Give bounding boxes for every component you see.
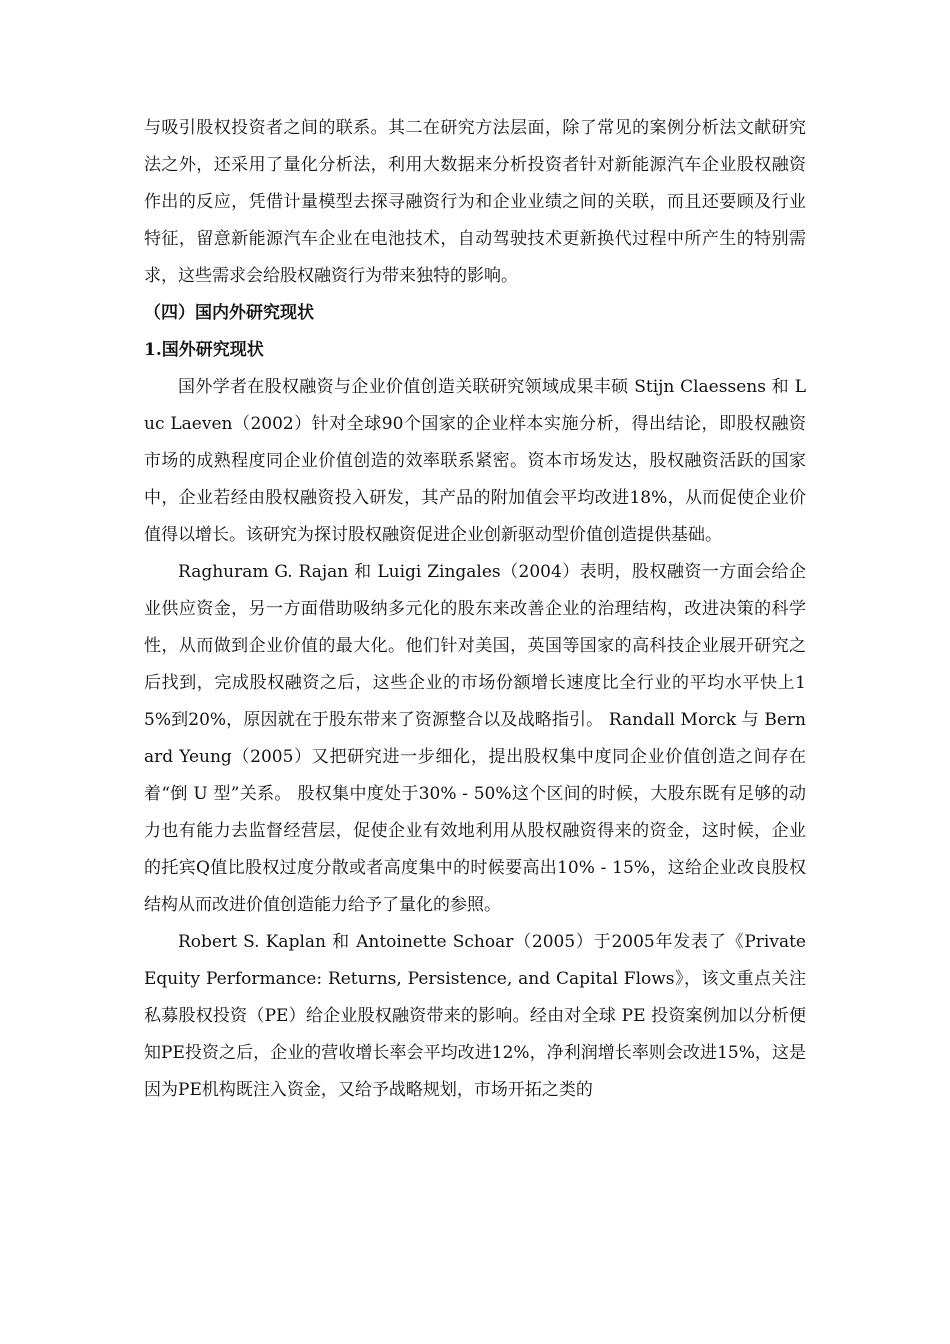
document-page <box>144 110 806 1109</box>
paragraph-methods-continued: 与吸引股权投资者之间的联系。其二在研究方法层面，除了常见的案例分析法文献研究法之外，还采用了量化分析法，利用大数据来分析投资者针对新能源汽车企业股权融资作出的反应，凭借计量模型去探寻融资行为和企业业绩之间的关联，而且还要顾及行业特征，留意新能源汽车企业在电池技术，自动驾驶技术更新换代过程中所产生的特别需求，这些需求会给股权融资行为带来独特的影响。 <box>144 118 806 286</box>
section-heading-research-status: （四）国内外研究现状 <box>144 303 314 323</box>
paragraph-kaplan-schoar: Robert S. Kaplan 和 Antoinette Schoar（2005）于2005年发表了《Private Equity Performance: Returns, Persistence, and Capital Flows》，该文重点关注私募股权投资（PE）给企业股权融资带来的影响。经由对全球 PE 投资案例加以分析便知PE投资之后，企业的营收增长率会平均改进12%，净利润增长率则会改进15%，这是因为PE机构既注入资金，又给予战略规划，市场开拓之类的 <box>144 932 806 1100</box>
paragraph-rajan-zingales-morck-yeung: Raghuram G. Rajan 和 Luigi Zingales（2004）表明，股权融资一方面会给企业供应资金，另一方面借助吸纳多元化的股东来改善企业的治理结构，改进决策的科学性，从而做到企业价值的最大化。他们针对美国，英国等国家的高科技企业展开研究之后找到，完成股权融资之后，这些企业的市场份额增长速度比全行业的平均水平快上15%到20%，原因就在于股东带来了资源整合以及战略指引。 Randall Morck 与 Bernard Yeung（2005）又把研究进一步细化，提出股权集中度同企业价值创造之间存在着“倒 U 型”关系。 股权集中度处于30% - 50%这个区间的时候，大股东既有足够的动力也有能力去监督经营层，促使企业有效地利用从股权融资得来的资金，这时候，企业的托宾Q值比股权过度分散或者高度集中的时候要高出10% - 15%，这给企业改良股权结构从而改进价值创造能力给予了量化的参照。 <box>144 562 806 915</box>
subsection-heading-foreign-research: 1.国外研究现状 <box>144 340 264 360</box>
paragraph-claessens-laeven: 国外学者在股权融资与企业价值创造关联研究领域成果丰硕 Stijn Claessens 和 Luc Laeven（2002）针对全球90个国家的企业样本实施分析，得出结论，即股权融资市场的成熟程度同企业价值创造的效率联系紧密。资本市场发达，股权融资活跃的国家中，企业若经由股权融资投入研发，其产品的附加值会平均改进18%，从而促使企业价值得以增长。该研究为探讨股权融资促进企业创新驱动型价值创造提供基础。 <box>144 377 806 545</box>
